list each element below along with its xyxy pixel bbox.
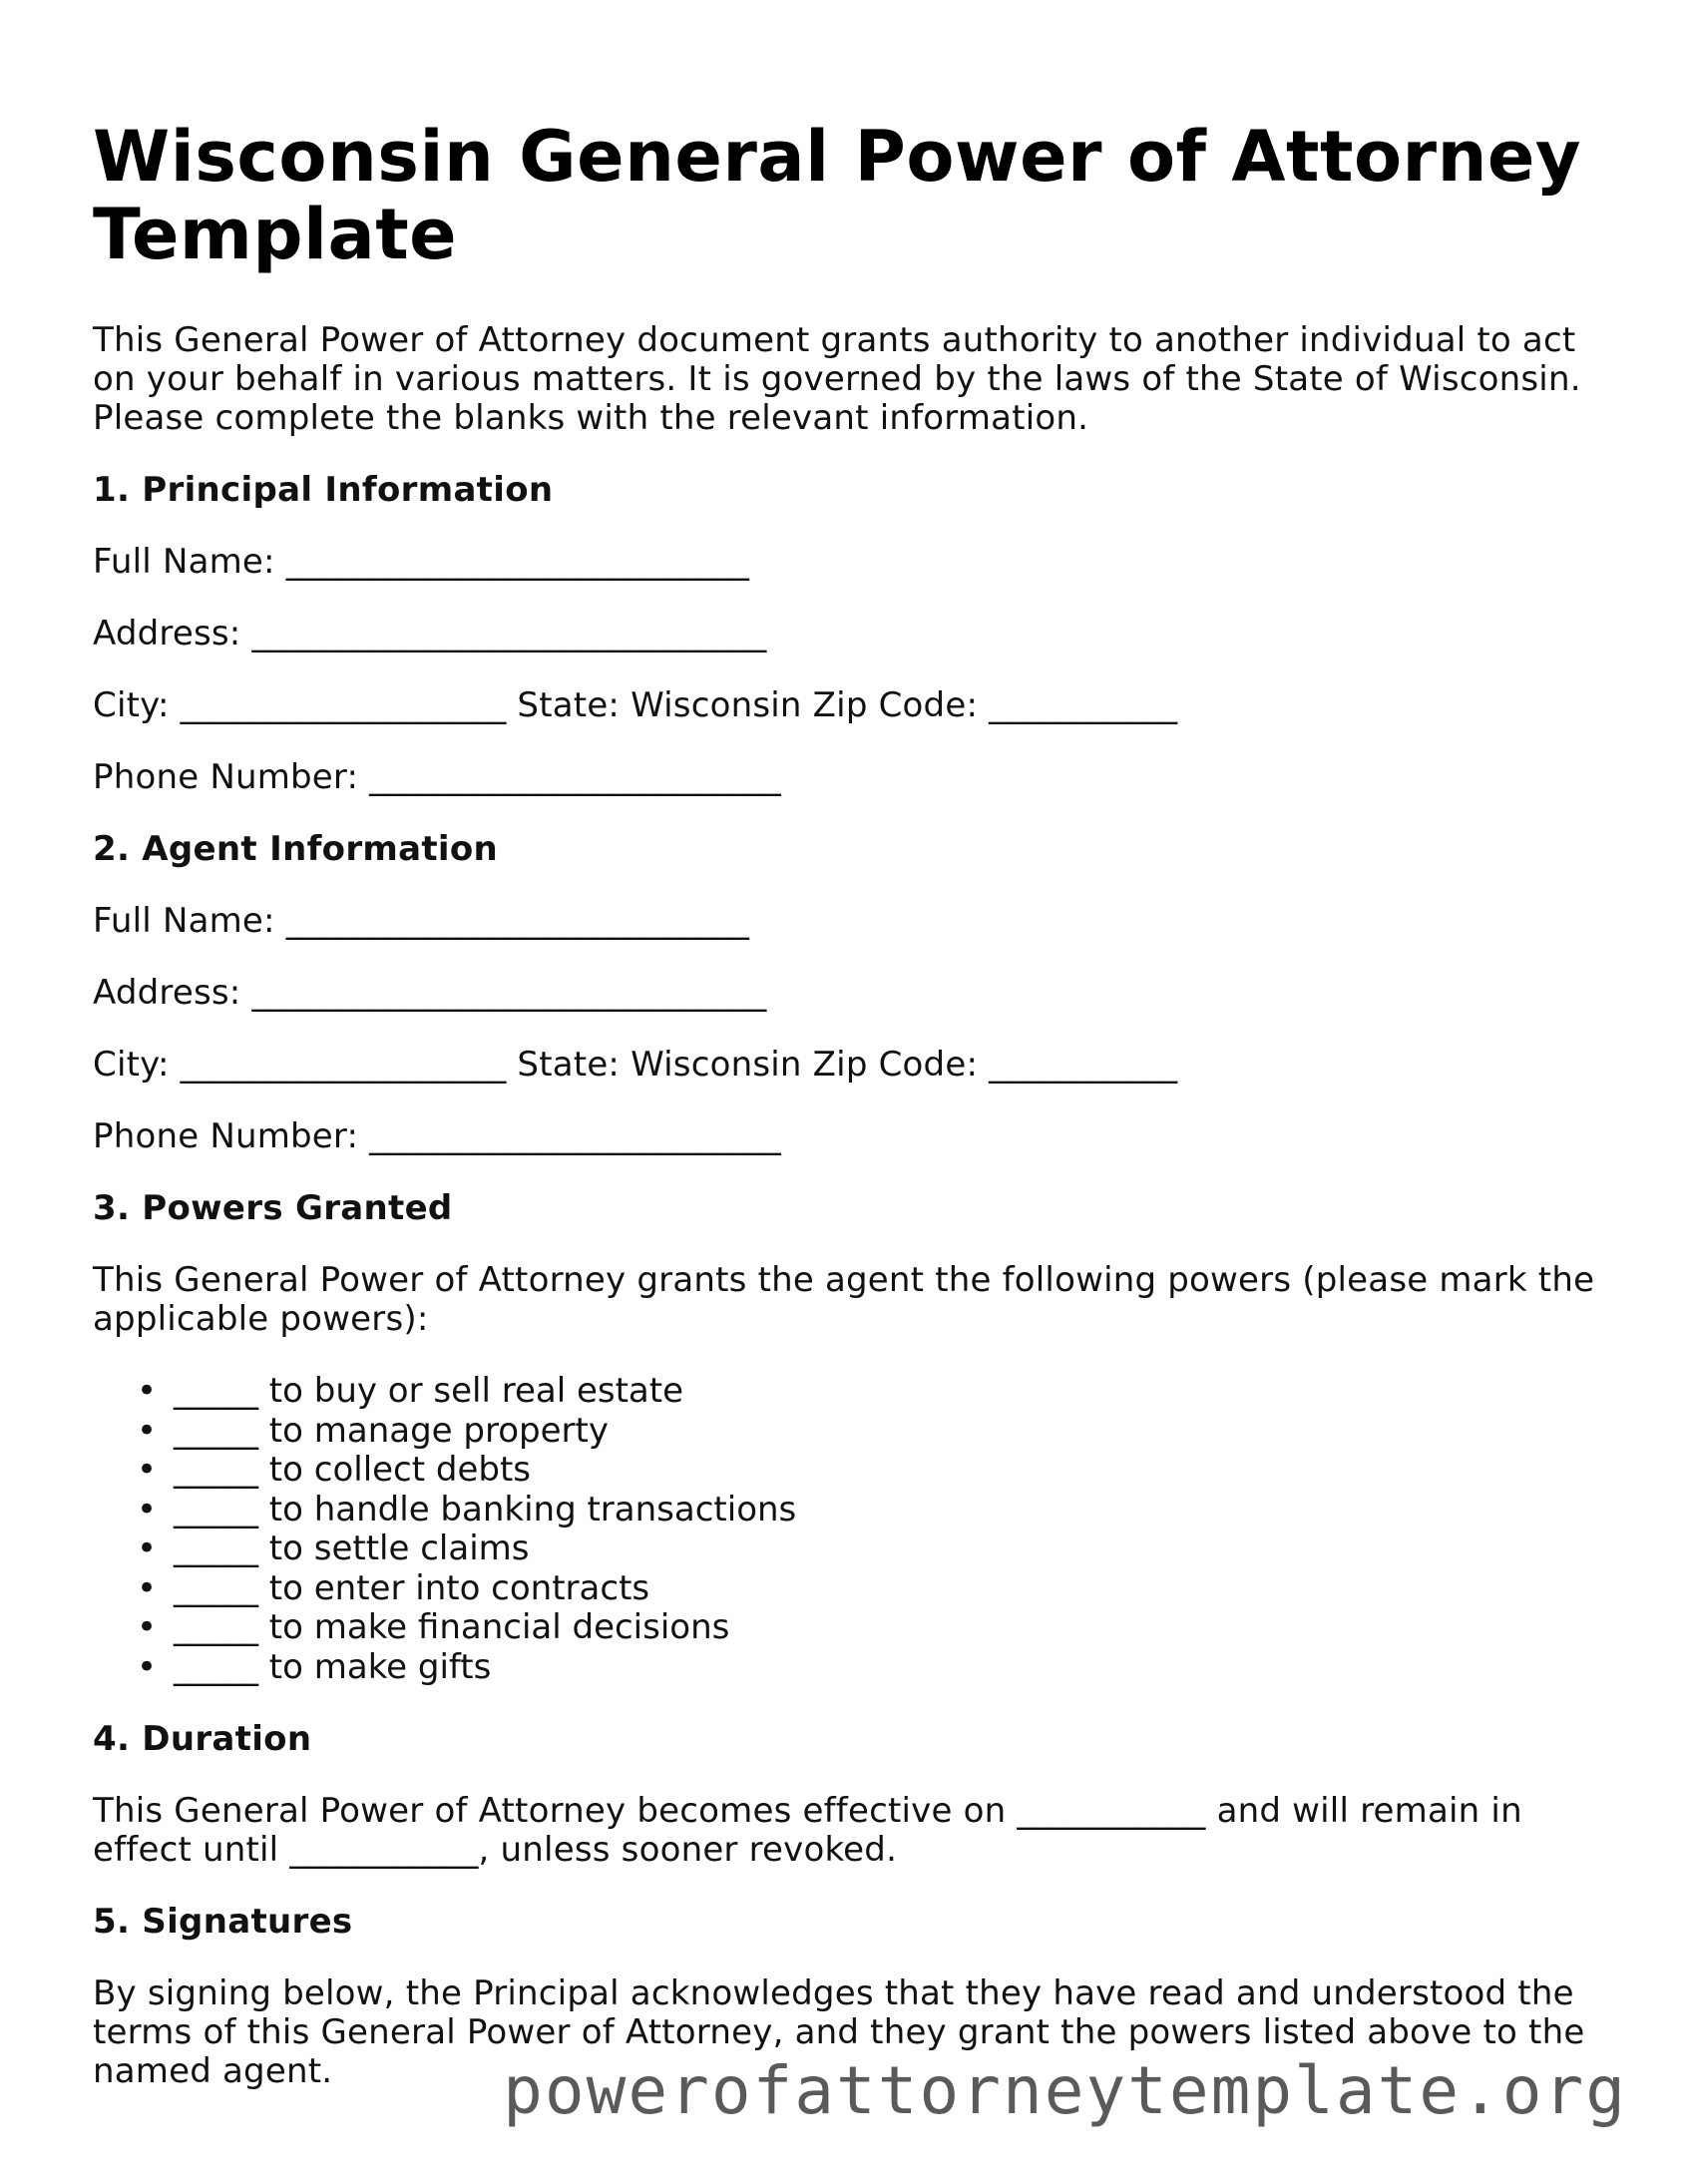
power-text: _____ to settle claims xyxy=(174,1529,530,1568)
document-title: Wisconsin General Power of Attorney Template xyxy=(93,116,1582,275)
powers-heading: 3. Powers Granted xyxy=(93,1188,453,1228)
agent-city-state-zip: City: ___________________ State: Wisconsin Zip Code: ___________ xyxy=(93,1045,1178,1085)
list-item xyxy=(137,1529,1609,1569)
powers-list xyxy=(93,1372,1609,1687)
signatures-heading: 5. Signatures xyxy=(93,1902,353,1942)
principal-full-name: Full Name: ___________________________ xyxy=(93,542,750,582)
agent-heading: 2. Agent Information xyxy=(93,829,499,869)
bullet-icon: • xyxy=(137,1607,158,1647)
list-item xyxy=(137,1608,1609,1648)
principal-address: Address: ______________________________ xyxy=(93,614,767,654)
agent-full-name: Full Name: ___________________________ xyxy=(93,901,750,941)
principal-phone: Phone Number: ________________________ xyxy=(93,757,781,797)
power-text: _____ to buy or sell real estate xyxy=(174,1371,684,1411)
bullet-icon: • xyxy=(137,1489,158,1529)
list-item xyxy=(137,1451,1609,1491)
power-text: _____ to manage property xyxy=(174,1410,609,1451)
bullet-icon: • xyxy=(137,1646,158,1687)
power-text: _____ to handle banking transactions xyxy=(174,1489,797,1529)
agent-phone: Phone Number: ________________________ xyxy=(93,1116,781,1156)
principal-heading: 1. Principal Information xyxy=(93,470,554,510)
power-text: _____ to make gifts xyxy=(174,1646,492,1687)
bullet-icon: • xyxy=(137,1529,158,1568)
intro-paragraph: This General Power of Attorney document grants authority to another individual to act on your behalf in various matters. It is governed by the laws of the State of Wisconsin. Please complete the blanks with the relevant information. xyxy=(93,320,1581,438)
power-text: _____ to make financial decisions xyxy=(174,1607,730,1647)
list-item xyxy=(137,1648,1609,1688)
principal-city-state-zip: City: ___________________ State: Wisconsin Zip Code: ___________ xyxy=(93,685,1178,725)
signatures-text: By signing below, the Principal acknowledges that they have read and understood the terms of this General Power of Attorney, and they grant the powers listed above to the named agent. xyxy=(93,1973,1585,2091)
document-page xyxy=(93,118,1609,2091)
list-item xyxy=(137,1491,1609,1530)
list-item xyxy=(137,1412,1609,1452)
bullet-icon: • xyxy=(137,1371,158,1411)
power-text: _____ to enter into contracts xyxy=(174,1567,650,1608)
power-text: _____ to collect debts xyxy=(174,1450,532,1490)
list-item xyxy=(137,1569,1609,1609)
duration-text: This General Power of Attorney becomes effective on ___________ and will remain in effect until ___________, unless sooner revoked. xyxy=(93,1791,1522,1870)
list-item xyxy=(137,1372,1609,1412)
agent-address: Address: ______________________________ xyxy=(93,973,767,1013)
bullet-icon: • xyxy=(137,1567,158,1608)
bullet-icon: • xyxy=(137,1410,158,1451)
bullet-icon: • xyxy=(137,1450,158,1490)
duration-heading: 4. Duration xyxy=(93,1719,312,1759)
site-watermark: powerofattorneytemplate.org xyxy=(503,2052,1627,2129)
powers-intro: This General Power of Attorney grants the agent the following powers (please mark the applicable powers): xyxy=(93,1260,1595,1339)
